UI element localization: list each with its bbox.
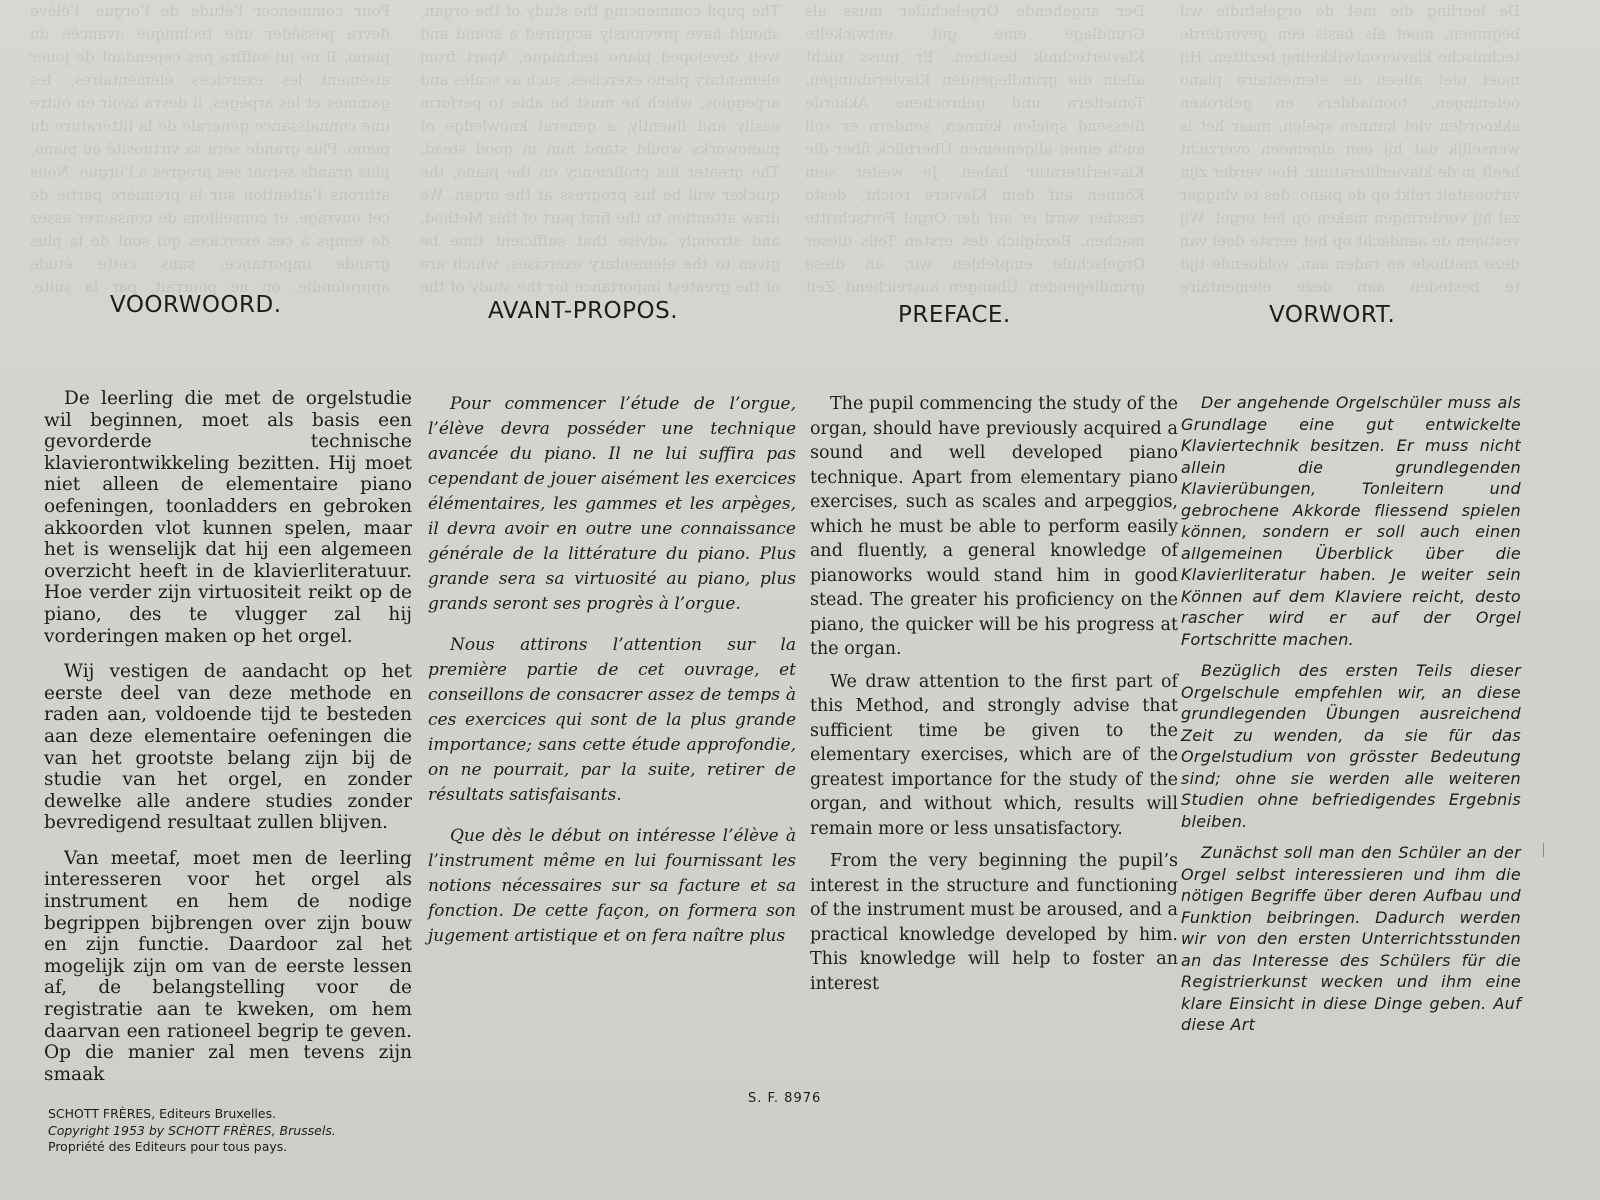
english-paragraph-3: From the very beginning the pupil’s interest in the structure and functioning of the instrument must be aroused, and a practical knowledge developed by him. This knowledge will help to foster an interest — [810, 851, 1178, 994]
english-paragraph-1: The pupil commencing the study of the organ, should have previously acquired a sound and well developed piano technique. Apart from elementary piano exercises, such as scales and arpeggios, which he must be able to perform easily and fluently, a general knowledge of pianoworks would stand him in good stead. The greater his proficiency on the piano, the quicker will be his progress at the organ. — [810, 394, 1178, 659]
show-through-bleed-4: De leerling die met de orgelstudie wil beginnen, moet als basis een gevorderde technische klavierontwikkeling bezitten. Hij moet niet alleen de elementaire piano oefeningen, toonladders en gebroken akkoorden vlot kunnen spelen, maar het is wenselijk dat hij een algemeen overzicht heeft in de klavierliteratuur. Hoe verder zijn virtuositeit reikt op de piano, des te vlugger zal hij vorderingen maken op het orgel. Wij vestigen de aandacht op het eerste deel van deze methode en raden aan, voldoende tijd te besteden aan deze elementaire — [1180, 2, 1520, 296]
german-paragraph-2: Bezüglich des ersten Teils dieser Orgelschule empfehlen wir, an diese grundlegenden Übungen ausreichend Zeit zu wenden, da sie für das Orgelstudium von grösster Bedeutung sind; ohne sie werden alle weiteren Studien ohne befriedigendes Ergebnis bleiben. — [1181, 661, 1521, 831]
german-paragraph-1: Der angehende Orgelschüler muss als Grundlage eine gut entwickelte Klaviertechnik besitzen. Er muss nicht allein die grundlegenden Klavierübungen, Tonleitern und gebrochene Akkorde fliessend spielen können, sondern er soll auch einen allgemeinen Überblick über die Klavierliteratur haben. Je weiter sein Können auf dem Klaviere reicht, desto rascher wird er auf der Orgel Fortschritte machen. — [1181, 393, 1521, 649]
german-heading: VORWORT. — [1269, 302, 1396, 328]
dutch-heading: VOORWOORD. — [110, 292, 282, 318]
french-paragraph-2: Nous attirons l’attention sur la première partie de cet ouvrage, et conseillons de consacrer assez de temps à ces exercices qui sont de la plus grande importance; sans cette étude approfondie, on ne pourrait, par la suite, retirer de résultats satisfaisants. — [428, 635, 796, 805]
show-through-bleed-2: The pupil commencing the study of the organ, should have previously acquired a sound and well developed piano technique. Apart from elementary piano exercises, such as scales and arpeggios, which he must be able to perform easily and fluently, a general knowledge of pianoworks would stand him in good stead. The greater his proficiency on the piano, the quicker will be his progress at the organ. We draw attention to the first part of this Method, and strongly advise that sufficient time be given to the elementary exercises, which are of the greatest importance for the study of the — [420, 2, 780, 296]
french-paragraph-1: Pour commencer l’étude de l’orgue, l’élève devra posséder une technique avancée du piano. Il ne lui suffira pas cependant de jouer aisément les exercices élémentaires, les gammes et les arpèges, il devra avoir en outre une connaissance générale de la littérature du piano. Plus grande sera sa virtuosité au piano, plus grands seront ses progrès à l’orgue. — [428, 394, 796, 614]
french-heading: AVANT-PROPOS. — [488, 298, 679, 324]
print-mark — [1543, 843, 1544, 857]
rights-line: Propriété des Editeurs pour tous pays. — [48, 1139, 288, 1154]
dutch-paragraph-3: Van meetaf, moet men de leerling interesseren voor het orgel als instrument en hem de nodige begrippen bijbrengen over zijn bouw en zijn functie. Daardoor zal het mogelijk zijn om van de eerste lessen af, de belangstelling voor de registratie aan te kweken, om hem daarvan een rationeel begrip te geven. Op die manier zal men tevens zijn smaak — [44, 847, 412, 1085]
english-heading: PREFACE. — [898, 302, 1011, 328]
english-paragraph-2: We draw attention to the first part of this Method, and strongly advise that sufficient time be given to the elementary exercises, which are of the greatest importance for the study of the organ, and without which, results will remain more or less unsatisfactory. — [810, 671, 1178, 839]
french-paragraph-3: Que dès le début on intéresse l’élève à l’instrument même en lui fournissant les notions nécessaires sur sa facture et sa fonction. De cette façon, on formera son jugement artistique et on fera naître plus — [428, 826, 796, 946]
show-through-bleed-3: Der angehende Orgelschüler muss als Grundlage eine gut entwickelte Klaviertechnik besitzen. Er muss nicht allein die grundlegenden Klavierübungen, Tonleitern und gebrochene Akkorde fliessend spielen können, sondern er soll auch einen allgemeinen Überblick über die Klavierliteratur haben. Je weiter sein Können auf dem Klaviere reicht, desto rascher wird er auf der Orgel Fortschritte machen. Bezüglich des ersten Teils dieser Orgelschule empfehlen wir, an diese grundlegenden Übungen ausreichend Zeit — [805, 2, 1145, 296]
copyright-line: Copyright 1953 by SCHOTT FRÈRES, Brussels. — [48, 1122, 336, 1138]
publisher-footer — [48, 1106, 336, 1156]
show-through-bleed-1: Pour commencer l’étude de l’orgue, l’élève devra posséder une technique avancée du piano. Il ne lui suffira pas cependant de jouer aisément les exercices élémentaires, les gammes et les arpèges, il devra avoir en outre une connaissance générale de la littérature du piano. Plus grande sera sa virtuosité au piano, plus grands seront ses progrès à l’orgue. Nous attirons l’attention sur la première partie de cet ouvrage, et conseillons de consacrer assez de temps à ces exercices qui sont de la plus grande importance; sans cette étude approfondie, on ne pourrait, par la suite, — [30, 2, 390, 296]
french-column — [428, 292, 796, 965]
english-column — [810, 292, 1178, 1004]
german-column — [1181, 292, 1521, 1046]
german-paragraph-3: Zunächst soll man den Schüler an der Orgel selbst interessieren und ihm die nötigen Begriffe über deren Aufbau und Funktion beibringen. Dadurch werden wir von den ersten Unterrichtsstunden an das Interesse des Schülers für die Registrierkunst wecken und ihm eine klare Einsicht in diese Dinge geben. Auf diese Art — [1181, 843, 1521, 1034]
publisher-line: SCHOTT FRÈRES, Editeurs Bruxelles. — [48, 1106, 277, 1121]
plate-number: S. F. 8976 — [748, 1091, 822, 1106]
dutch-column — [44, 292, 412, 1099]
dutch-paragraph-2: Wij vestigen de aandacht op het eerste deel van deze methode en raden aan, voldoende tijd te besteden aan deze elementaire oefeningen die van het grootste belang zijn bij de studie van het orgel, en zonder dewelke alle andere studies zonder bevredigend resultaat zullen blijven. — [44, 661, 412, 834]
dutch-paragraph-1: De leerling die met de orgelstudie wil beginnen, moet als basis een gevorderde technische klavierontwikkeling bezitten. Hij moet niet alleen de elementaire piano oefeningen, toonladders en gebroken akkoorden vlot kunnen spelen, maar het is wenselijk dat hij een algemeen overzicht heeft in de klavierliteratuur. Hoe verder zijn virtuositeit reikt op de piano, des te vlugger zal hij vorderingen maken op het orgel. — [44, 388, 412, 647]
